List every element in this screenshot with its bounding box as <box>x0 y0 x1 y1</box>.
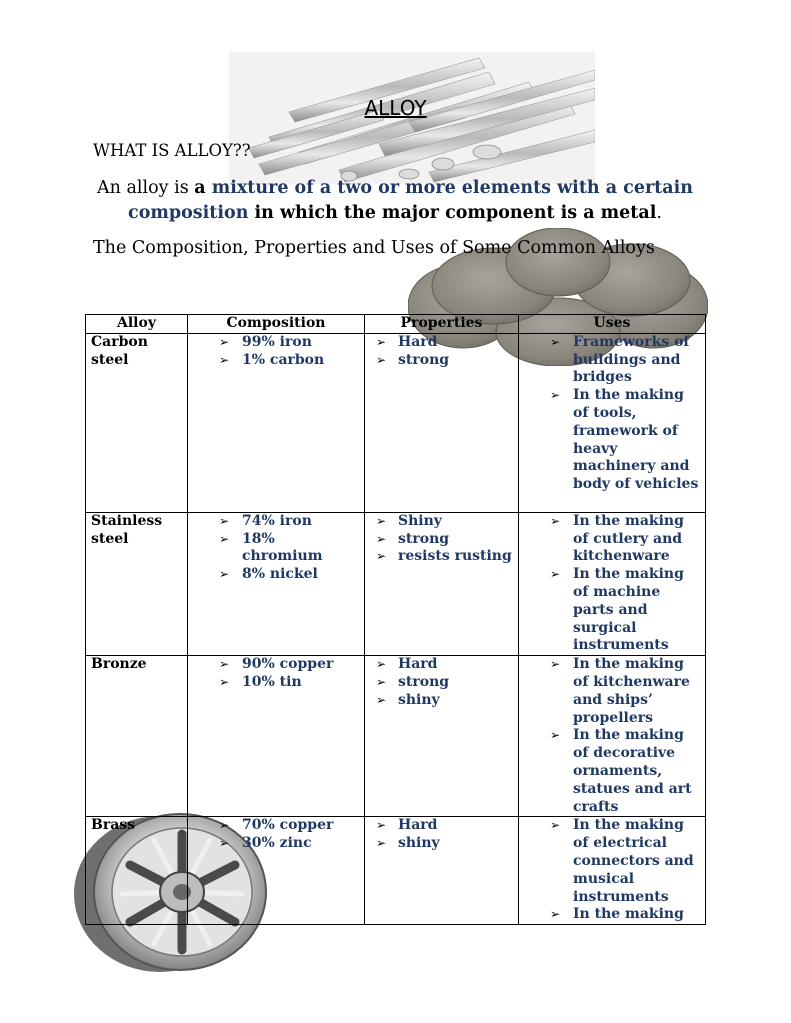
composition-cell <box>188 817 365 925</box>
alloy-name: Bronze <box>86 656 188 817</box>
table-row <box>86 817 706 925</box>
uses-cell <box>519 333 706 512</box>
list-item: ➢ shiny <box>398 692 513 710</box>
document-title: ALLOY <box>364 96 427 120</box>
composition-cell <box>188 333 365 512</box>
list-item: ➢ 18% chromium <box>242 531 359 567</box>
alloy-definition <box>93 176 697 226</box>
list-item: ➢ strong <box>398 674 513 692</box>
list-item: ➢ shiny <box>398 835 513 853</box>
list-item: ➢ Frameworks of buildings and bridges <box>573 334 700 387</box>
list-item: ➢ In the making <box>573 906 700 924</box>
list-item: ➢ In the making of tools, framework of heavy machinery and body of vehicles <box>573 387 700 494</box>
composition-cell <box>188 656 365 817</box>
list-item: ➢ 30% zinc <box>242 835 359 853</box>
list-item: ➢ 74% iron <box>242 513 359 531</box>
list-item: ➢ 1% carbon <box>242 352 359 370</box>
list-item: ➢ Shiny <box>398 513 513 531</box>
list-item: ➢ resists rusting <box>398 548 513 566</box>
uses-cell <box>519 656 706 817</box>
list-item: ➢ 99% iron <box>242 334 359 352</box>
list-item: ➢ 90% copper <box>242 656 359 674</box>
table-row <box>86 333 706 512</box>
list-item: ➢ Hard <box>398 656 513 674</box>
uses-cell <box>519 512 706 655</box>
list-item: ➢ 8% nickel <box>242 566 359 584</box>
list-item: ➢ 70% copper <box>242 817 359 835</box>
list-item: ➢ In the making of electrical connectors and musical instruments <box>573 817 700 906</box>
composition-cell <box>188 512 365 655</box>
properties-cell <box>365 512 519 655</box>
header-properties: Properties <box>365 315 519 334</box>
table-row <box>86 656 706 817</box>
list-item: ➢ In the making of machine parts and surgical instruments <box>573 566 700 655</box>
properties-cell <box>365 333 519 512</box>
uses-cell <box>519 817 706 925</box>
definition-part4: in which the major component is a metal <box>248 203 657 223</box>
alloy-table <box>85 314 706 925</box>
list-item: ➢ 10% tin <box>242 674 359 692</box>
header-composition: Composition <box>188 315 365 334</box>
list-item: ➢ Hard <box>398 334 513 352</box>
properties-cell <box>365 817 519 925</box>
table-row <box>86 512 706 655</box>
alloy-name: Stainless steel <box>86 512 188 655</box>
list-item: ➢ In the making of cutlery and kitchenware <box>573 513 700 566</box>
list-item: ➢ In the making of kitchenware and ships’ propellers <box>573 656 700 727</box>
definition-highlight: mixture of a two or more elements with a certain composition <box>128 178 693 223</box>
alloy-name: Carbon steel <box>86 333 188 512</box>
alloy-name: Brass <box>86 817 188 925</box>
properties-cell <box>365 656 519 817</box>
definition-part1: An alloy is <box>97 178 195 198</box>
table-heading: The Composition, Properties and Uses of Some Common Alloys <box>93 238 655 258</box>
list-item: ➢ In the making of decorative ornaments, statues and art crafts <box>573 727 700 816</box>
question-heading: WHAT IS ALLOY?? <box>93 141 251 160</box>
definition-part2: a <box>194 178 212 198</box>
table-header-row <box>86 315 706 334</box>
list-item: ➢ strong <box>398 531 513 549</box>
definition-part5: . <box>656 203 662 223</box>
header-alloy: Alloy <box>86 315 188 334</box>
list-item: ➢ strong <box>398 352 513 370</box>
list-item: ➢ Hard <box>398 817 513 835</box>
header-uses: Uses <box>519 315 706 334</box>
